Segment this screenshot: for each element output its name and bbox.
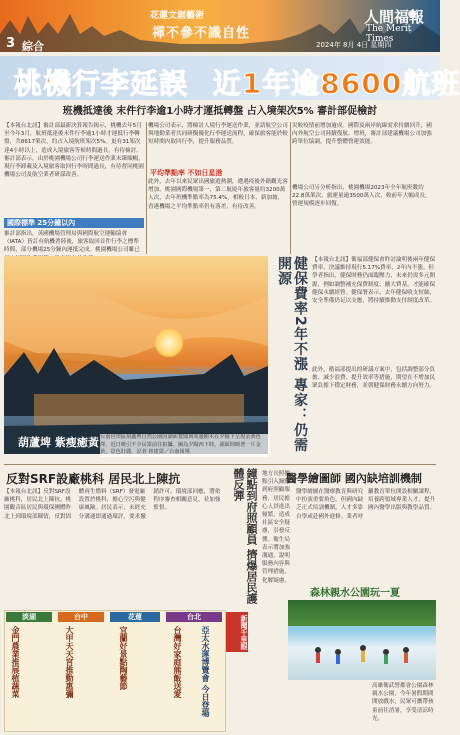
region-header: 花蓮 — [110, 612, 160, 622]
subheadline: 班機抵達後 末件行李逾1小時才運抵轉盤 占入境架次5% 審計部促檢討 — [62, 106, 378, 117]
section-label: 綜合 — [22, 40, 44, 53]
article-left-body: 審計部指出，英國機場管理局與國際航空運輸協會（IATA）皆訂有航機著陸後，旅客取回首件行李之標準時間，部分機場25分鐘內運抵完成。桃園機場公司雖已 — [4, 231, 140, 254]
regional-headline: 亞太水運博覽會 今日登場 — [201, 626, 210, 717]
region-header: 台北 — [166, 612, 222, 622]
regional-headline: 台灣好家庭熊飯送愛 — [173, 626, 182, 698]
article-headline-medical: 醫學繪圖師 國內缺培訓機制 — [286, 472, 422, 485]
article-mid-body: 機場公司表示，將檢討人境行李運送作業，並請航空公司與地勤業者共同研擬優化行李運送流程，確保旅客能於較短時間內取回行李，提升服務品質。 — [148, 123, 288, 146]
page-number: 3 — [6, 36, 16, 51]
regional-headline: 金門農業推展植蔬菜 — [11, 626, 20, 698]
feature-body: 【本報台北訊】衛福部健保會昨討論明後兩年健保費率，決議維持現行5.17%費率，2年內不漲。但學者指出，健保財務仍面臨壓力，未來仍需多元開源，例如調整補充保費制度、擴大費基，才能確保健保永續經營。健保署表示，去年健保收支短絀，安全準備仍足以支應，將持續推動支付制度改革。 — [312, 257, 436, 305]
column-title: 禪不參不識自性 — [152, 26, 251, 41]
section-title-red: 平均準點率 不如日星港 — [150, 169, 223, 177]
photo-caption: 台南官田區葫蘆埤自然公園因湖面寬闊與周邊樹木在夕陽下呈現金黃色澤，近日吸引不少民眾前往拍攝。圖為夕陽西下時，湖面倒映著一片金黃，景色壯麗。記者 林建榮／台南報導 — [100, 434, 270, 457]
article-headline-srf: 反對SRF設廠桃科 居民北上陳抗 — [6, 472, 181, 486]
article-mid-body2: 此外，去年以來民眾出國旅遊熱潮，遭遇疫後外籍觀光客增加，桃園國際機場第一、第二航廈年旅客量約3200萬人次，去年班機準點率為75.4%，相較日本、新加坡、香港機場之平均準點率仍有落差，有待改善。 — [148, 179, 288, 210]
trees-icon — [288, 600, 436, 626]
regional-strip — [4, 610, 226, 732]
article-left-lead — [4, 122, 144, 217]
sunset-photo — [4, 256, 268, 454]
masthead: 人間福報 — [364, 8, 425, 26]
article-text: 【本報台北訊】審計部最新決算報告揭示，桃機去年5月至今年3月，航班抵達後末件行李逾1小時才運抵行李轉盤，共8617架次，約占入境航班架次5%。更有31架次達4小時以上，造成入境旅客等候時間過長，有待檢討。 — [4, 123, 142, 154]
headline-part-2: 近1年逾8600航班 — [212, 67, 460, 100]
headline-banner — [0, 56, 460, 100]
forest-caption: 高雄衛武營都會公園森林親水公園，今年暑假期間開放戲水，民眾可攜帶孩童前往消暑，享受清涼時光。 — [372, 683, 434, 722]
cloud-sunset-icon — [4, 256, 268, 454]
feature-body2: 此外，衛福部提出的研議方案中，包括調整部分負擔、減少浪費、提升效率等措施，期望在不增加民眾負擔下穩定財務，並朝健保財務永續方向努力。 — [312, 367, 436, 390]
column-logo: 花蓮文創藝術 — [150, 11, 205, 21]
article-text: 審計部表示，由於桃園機場公司行李運送作業未臻順暢，現行李卸載及入境旅客取回行李時間過長，有待督同桃園機場公司及航空業者研謀改善。 — [4, 155, 144, 179]
regional-body — [228, 656, 286, 730]
page-header — [0, 0, 440, 52]
row-divider — [4, 464, 436, 465]
article-headline-care: 鐘點到府照顧員 擠爆居民護體反彈 — [232, 468, 258, 604]
article-right-body2: 機場公司另分析指出，桃園機場2023年全年航班數約22.8萬架次，旅運量逾3500萬人次，較前年大幅成長，營運規模逐步回復。 — [292, 185, 431, 208]
article-body-srf: 【本報台北訊】反對SRF設廠桃科，居民北上陳抗。桃園觀音區居民與環保團體昨北上到環境部陳情，反對固體再生燃料（SRF）發電廠設置於桃科，擔心空污與健康風險。居民表示，未經充分溝通即通過環評，要求撤銷許可。環境部回應，將依程序審查相關意見，並加強監督。 — [4, 489, 221, 520]
regional-headline: 大甲天天宮推動惠彌 — [65, 626, 74, 698]
article-right-body: 災較疫情前增加逾成。國際及兩岸航線需求持續回升，國內外航空公司陸續復航、增班，審計部建議機場公司加強跨單位協調，提升整體營運效能。 — [292, 123, 432, 146]
headline-part-1: 桃機行李延誤 — [14, 67, 189, 100]
article-body-care: 地方長照據點引入鐘點到府照顧服務，居民擔心人員進出頻繁，造成社區安全疑慮，引發反彈。衛生局表示將加強溝通，說明服務內容與管理措施，化解疑慮。 — [262, 471, 290, 584]
date-line: 2024年 8月 4日 星期四 — [316, 41, 392, 49]
section-banner: 國際標準 25分鐘以內 — [4, 218, 144, 228]
sun-icon — [154, 328, 184, 358]
region-header: 台中 — [58, 612, 104, 622]
masthead-english: The Merit Times — [366, 24, 412, 44]
photo-title: 葫蘆埤 紫瘦癒黃 — [18, 436, 99, 449]
feature-headline: 健保費率2年不漲 專家：仍需開源 — [276, 256, 308, 453]
people-icon — [308, 640, 416, 670]
news-tag-badge: 新聞千里眼 — [226, 612, 248, 652]
column-divider — [290, 122, 291, 254]
forest-photo — [288, 600, 436, 680]
article-body-medical: 醫學繪圖在醫療教育與研究中扮演重要角色，但國內缺乏正式培訓機制，人才多靠自學或赴國外進修。業者呼籲教育單位開設相關課程，培養跨領域專業人才，提升國內醫學出版與教學品質。 — [296, 489, 436, 520]
forest-title: 森林親水公園玩一夏 — [310, 588, 400, 599]
headline-main — [14, 62, 460, 102]
regional-headline: 宜蘭好景點陶藝節 — [119, 626, 128, 690]
region-header: 淡湖 — [6, 612, 52, 622]
column-divider — [146, 122, 147, 254]
